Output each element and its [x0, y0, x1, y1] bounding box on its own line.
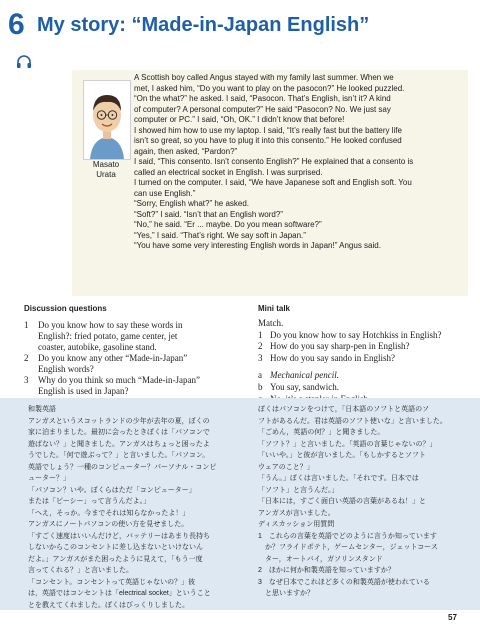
discussion-number: 2 — [24, 353, 29, 363]
discussion-text: Do you know any other “Made-in-Japan” English words? — [38, 353, 188, 374]
question-number: 1 — [258, 329, 263, 340]
japanese-line: だよ。」アンガスがまた困ったように見えて，「もう一度 — [28, 555, 203, 563]
story-line: of computer? A personal computer?” He said “Pasocon? No. We just say — [134, 104, 391, 114]
japanese-line: アンガスが言いました。 — [258, 509, 335, 517]
mini-talk — [258, 318, 468, 405]
japanese-line: 「パソコン？いや。ぼくらはただ「コンピューター」 — [28, 486, 196, 494]
japanese-line: ューター？」 — [28, 475, 70, 482]
japanese-line: 和製英語 — [28, 406, 56, 413]
story-line: “You have some very interesting English words in Japan!” Angus said. — [134, 241, 381, 250]
question-number: 3 — [258, 352, 263, 363]
story-text — [134, 73, 464, 252]
unit-number: 6 — [8, 8, 25, 41]
discussion-item — [24, 320, 244, 353]
discussion-text: Do you know how to say these words in English?: fried potato, game center, jet coaster, autobike, gasoline stand. — [38, 320, 183, 352]
answer-text: You say, sandwich. — [270, 381, 340, 392]
japanese-line: 家に泊まりました。最初に会ったときぼくは「パソコンで — [28, 429, 210, 436]
japanese-line: 「コンセント。コンセントって英語じゃないの？」彼 — [28, 578, 196, 586]
japanese-column-left — [28, 404, 228, 611]
headphones-icon[interactable] — [16, 55, 32, 69]
story-line: can use English.” — [134, 188, 196, 198]
japanese-line: 「日本には，すごく面白い英語の言葉があるね！」と — [258, 498, 426, 505]
japanese-line: 「うん。」ぼくは言いました。「それです。日本では — [258, 475, 419, 482]
japanese-line: か？フライドポテト，ゲームセンター，ジェットコース — [258, 544, 438, 551]
japanese-line: しないからこのコンセントに差し込まないといけないん — [28, 544, 203, 551]
japanese-line: 英語でしょう？一種のコンピューター？パーソナル・コンピ — [28, 463, 217, 471]
discussion-number: 3 — [24, 375, 29, 385]
japanese-line: 「すごく速度はいいんだけど，バッテリーはあまり長持ち — [28, 532, 210, 540]
story-line: I turned on the computer. I said, “We have Japanese soft and English soft. You — [134, 178, 412, 187]
story-line: A Scottish boy called Angus stayed with my family last summer. When we — [134, 73, 394, 82]
japanese-line: ター，オートバイ，ガソリンスタンド — [258, 555, 383, 563]
story-line: called an electrical socket in English. I was surprised. — [134, 167, 323, 177]
author-name — [87, 160, 125, 180]
story-line: isn’t so great, so you have to plug it into this consento.” He looked confused — [134, 136, 402, 145]
japanese-line: と思いますか？ — [258, 590, 314, 597]
mini-talk-heading: Mini talk — [258, 304, 291, 313]
story-line: “On the what?” he asked. I said, “Pasocon. That’s English, isn’t it? A kind — [134, 94, 391, 103]
answer-label: a — [258, 370, 262, 381]
story-line: “Yes,” I said. “That’s right. We say soft in Japan.” — [134, 230, 306, 240]
japanese-line: ぼくはパソコンをつけて，「日本語のソフトと英語のソ — [258, 406, 429, 413]
discussion-heading: Discussion questions — [24, 304, 107, 313]
question-text: Do you know how to say Hotchkiss in English? — [270, 329, 442, 340]
story-line: again, then asked, “Pardon?” — [134, 146, 238, 156]
japanese-line: または「ピーシー」って言うんだよ。」 — [28, 498, 151, 505]
japanese-line: 遊ばない？」と聞きました。アンガスはちょっと困ったよ — [28, 440, 210, 448]
japanese-line: うでした。「何で遊ぶって？」と言いました。「パソコン。 — [28, 452, 210, 459]
page-number: 57 — [448, 613, 457, 622]
mini-talk-question — [258, 341, 468, 353]
japanese-line: アンガスにノートパソコンの使い方を見せました。 — [28, 521, 189, 528]
answer-label: b — [258, 381, 263, 392]
japanese-line: ウェアのこと？」 — [258, 463, 314, 471]
story-line: I said, “This consento. Isn’t consento English?” He explained that a consento is — [134, 157, 414, 166]
japanese-line: 3 なぜ日本でこれほど多くの和製英語が使われている — [258, 578, 430, 586]
story-line: “No,” he said. “Er ... maybe. Do you mean software?” — [134, 220, 322, 229]
japanese-line: ディスカッション用質問 — [258, 521, 335, 528]
japanese-line: フトがあるんだ。君は英語のソフト使いな」と言いました。 — [258, 417, 447, 425]
japanese-line: 1 これらの言葉を英語でどのように言うか知っています — [258, 532, 437, 540]
japanese-column-right — [258, 404, 458, 600]
discussion-number: 1 — [24, 320, 29, 330]
japanese-line: 「ソフト」と言うんだ。」 — [258, 486, 339, 494]
japanese-line: とを教えてくれました。ぼくはびっくりしました。 — [28, 601, 189, 609]
japanese-line: は，英語ではコンセントは「electrical socket」ということ — [28, 590, 211, 597]
japanese-line: 2 ほかに何か和製英語を知っていますか？ — [258, 567, 395, 574]
mini-talk-question — [258, 353, 468, 365]
mini-talk-instruction: Match. — [258, 318, 284, 328]
mini-talk-answer — [258, 370, 468, 382]
japanese-line: 「ソフト？」と言いました。「英語の言葉じゃないの？」 — [258, 440, 437, 448]
question-number: 2 — [258, 341, 263, 352]
story-line: I showed him how to use my laptop. I said, “It’s really fast but the battery life — [134, 125, 402, 135]
story-line: “Soft?” I said. “Isn’t that an English word?” — [134, 209, 283, 219]
mini-talk-answer — [258, 382, 468, 394]
japanese-line: アンガスというスコットランドの少年が去年の夏，ぼくの — [28, 417, 210, 425]
question-text: How do you say sando in English? — [270, 352, 395, 363]
japanese-line: 「ごめん，英語の何？」と聞きました。 — [258, 429, 385, 436]
story-line: met, I asked him, “Do you want to play on the pasocon?” He looked puzzled. — [134, 83, 405, 93]
discussion-text: Why do you think so much “Made-in-Japan” English is used in Japan? — [38, 375, 200, 396]
story-line: “Sorry, English what?” he asked. — [134, 199, 250, 208]
story-line: computer or PC.” I said, “Oh, OK.” I didn’t know that before! — [134, 115, 345, 124]
question-text: How do you say sharp-pen in English? — [270, 341, 410, 352]
page-title: My story: “Made-in-Japan English” — [37, 14, 370, 36]
answer-text: Mechanical pencil. — [270, 370, 339, 381]
japanese-line: 「いいや。」と彼が言いました。「もしかするとソフト — [258, 452, 426, 459]
discussion-item — [24, 375, 244, 397]
discussion-item — [24, 353, 244, 375]
author-portrait — [83, 80, 131, 160]
author-first-name: Masato — [92, 160, 120, 169]
japanese-line: 「へえ，そっか。今までそれは知らなかったよ！」 — [28, 509, 190, 517]
author-last-name: Urata — [96, 170, 116, 179]
mini-talk-question — [258, 330, 468, 342]
japanese-line: 言ってくれる？」と言いました。 — [28, 567, 133, 574]
discussion-list — [24, 320, 244, 397]
